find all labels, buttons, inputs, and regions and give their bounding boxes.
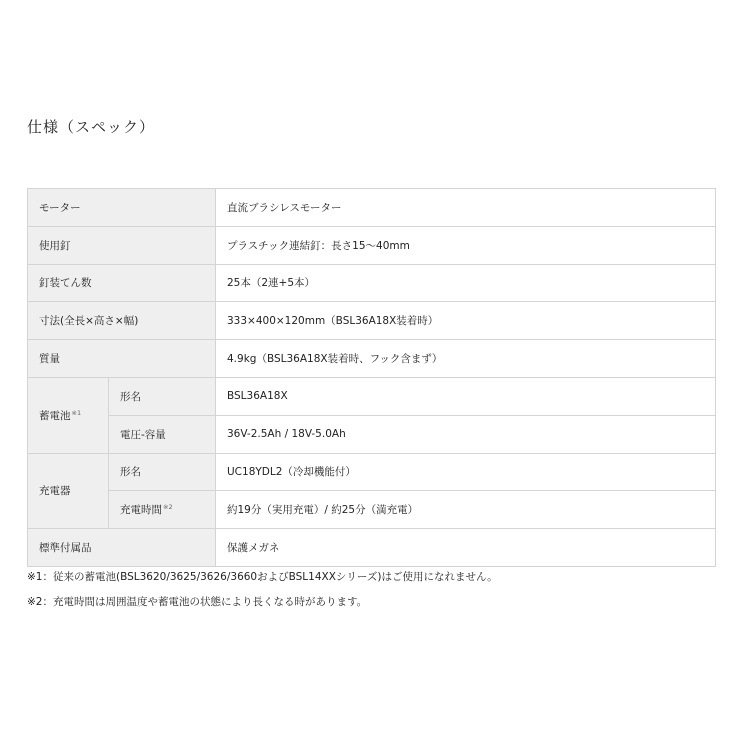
table-row — [28, 453, 716, 491]
row-value-battery-model: BSL36A18X — [216, 377, 716, 415]
table-row — [28, 226, 716, 264]
table-row — [28, 340, 716, 378]
table-row — [28, 377, 716, 415]
row-label-weight: 質量 — [28, 340, 216, 378]
page-title: 仕様（スペック） — [27, 118, 156, 136]
spec-table — [27, 188, 716, 567]
row-label-capacity: 釘装てん数 — [28, 264, 216, 302]
row-value-weight: 4.9kg（BSL36A18X装着時、フック含まず） — [216, 340, 716, 378]
row-value-battery-voltage: 36V-2.5Ah / 18V-5.0Ah — [216, 415, 716, 453]
table-row — [28, 302, 716, 340]
table-row — [28, 415, 716, 453]
row-value-charger-time: 約19分（実用充電）/ 約25分（満充電） — [216, 491, 716, 529]
row-label-accessories: 標準付属品 — [28, 529, 216, 567]
row-label-nails: 使用釘 — [28, 226, 216, 264]
table-row — [28, 264, 716, 302]
battery-label: 蓄電池 — [39, 409, 71, 422]
row-value-dimensions: 333×400×120mm（BSL36A18X装着時） — [216, 302, 716, 340]
table-row — [28, 529, 716, 567]
charger-time-label: 充電時間 — [120, 504, 162, 517]
row-label-charger-time — [109, 491, 216, 529]
footnote-2: ※2：充電時間は周囲温度や蓄電池の状態により長くなる時があります。 — [27, 596, 368, 608]
row-value-charger-model: UC18YDL2（冷却機能付） — [216, 453, 716, 491]
row-value-nails: プラスチック連結釘：長さ15〜40mm — [216, 226, 716, 264]
footnote-1: ※1：従来の蓄電池(BSL3620/3625/3626/3660およびBSL14XXシリーズ)はご使用になれません。 — [27, 571, 498, 583]
row-label-battery-voltage: 電圧-容量 — [109, 415, 216, 453]
row-value-motor: 直流ブラシレスモーター — [216, 189, 716, 227]
row-value-accessories: 保護メガネ — [216, 529, 716, 567]
table-row — [28, 189, 716, 227]
row-label-battery-model: 形名 — [109, 377, 216, 415]
row-group-charger: 充電器 — [28, 453, 109, 529]
row-label-dimensions: 寸法(全長×高さ×幅) — [28, 302, 216, 340]
row-label-motor: モーター — [28, 189, 216, 227]
table-row — [28, 491, 716, 529]
row-group-battery — [28, 377, 109, 453]
row-label-charger-model: 形名 — [109, 453, 216, 491]
row-value-capacity: 25本（2連+5本） — [216, 264, 716, 302]
battery-footnote-mark: ※1 — [71, 408, 82, 417]
charger-time-footnote-mark: ※2 — [163, 503, 173, 512]
